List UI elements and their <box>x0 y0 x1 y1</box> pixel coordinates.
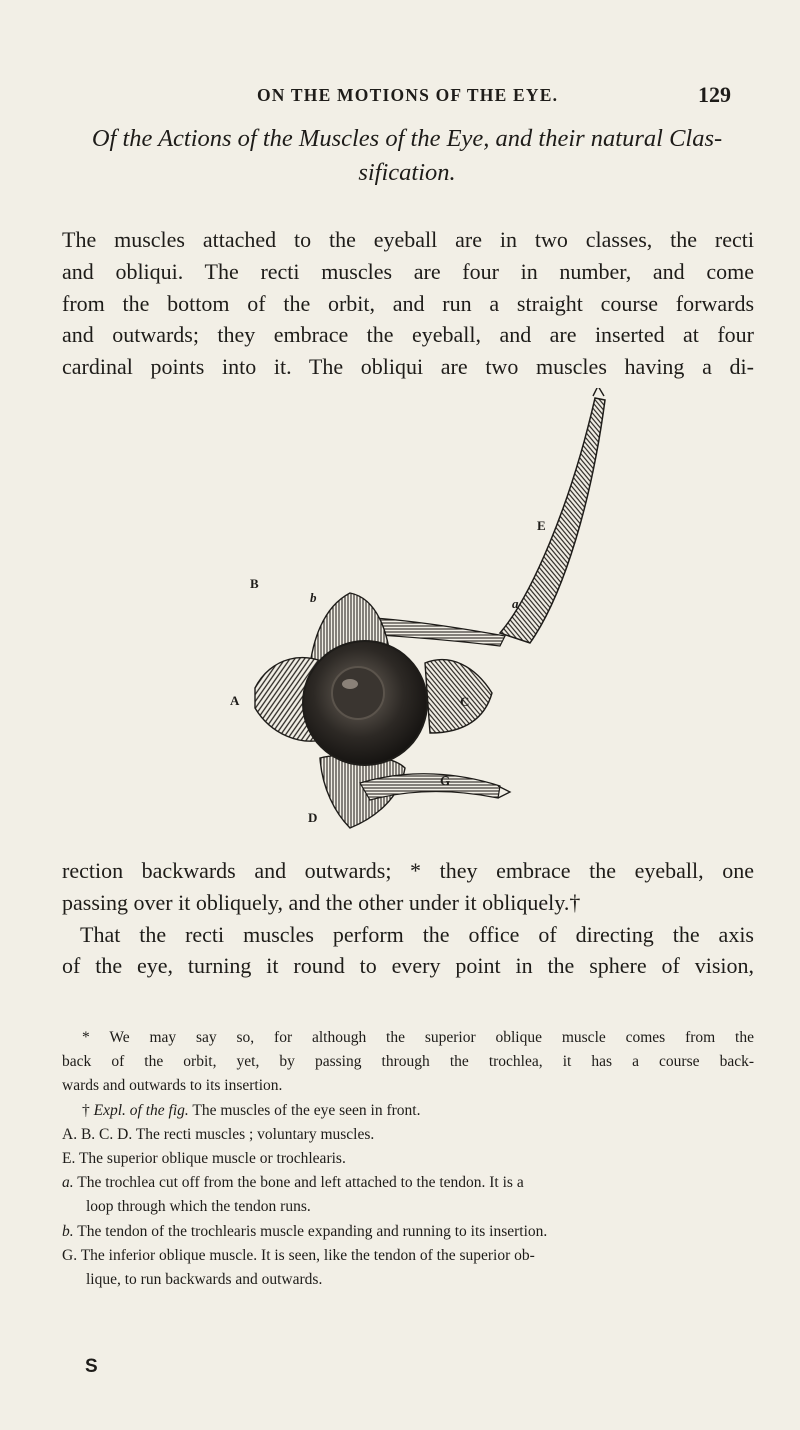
section-title-line-2: sification. <box>358 159 456 186</box>
legend-text: The recti muscles ; voluntary muscles. <box>135 1125 375 1143</box>
figure-label-B: B <box>250 576 259 591</box>
legend-item-continued: lique, to run backwards and outwards. <box>86 1271 323 1289</box>
legend-text: The tendon of the trochlearis muscle expanding and running to its insertion. <box>77 1222 548 1240</box>
signature-mark: S <box>85 1356 98 1377</box>
paragraph-line: from the bottom of the orbit, and run a straight course forwards <box>62 290 754 316</box>
figure-label-b: b <box>310 590 317 605</box>
footnote-star-line: * We may say so, for although the superior oblique muscle comes from the <box>82 1029 754 1046</box>
legend-text: The superior oblique muscle or trochlearis. <box>78 1150 346 1168</box>
figure-label-C: C <box>460 694 470 709</box>
section-title <box>62 122 752 190</box>
paragraph-line: passing over it obliquely, and the other under it obliquely.† <box>62 889 581 915</box>
figure-label-G: G <box>440 773 451 788</box>
figure-explanation-text: The muscles of the eye seen in front. <box>192 1101 421 1119</box>
legend-key: G. <box>62 1246 78 1264</box>
dagger-mark: † <box>82 1101 90 1119</box>
eye-muscles-figure <box>200 388 640 848</box>
running-title: ON THE MOTIONS OF THE EYE. <box>257 85 559 105</box>
legend-key: b. <box>62 1222 74 1240</box>
legend-key: A. B. C. D. <box>62 1125 133 1143</box>
section-title-line-1: Of the Actions of the Muscles of the Eye, and their natural Clas- <box>91 125 723 152</box>
eye-muscles-engraving <box>200 388 640 848</box>
paragraph-1 <box>62 224 754 383</box>
paragraph-2 <box>62 855 754 982</box>
figure-label-A: A <box>230 693 240 708</box>
paragraph-line: rection backwards and outwards; * they embrace the eyeball, one <box>62 858 754 883</box>
legend-item <box>62 1123 754 1147</box>
figure-explanation-label: Expl. of the fig. <box>93 1101 189 1119</box>
figure-label-D: D <box>308 810 318 825</box>
legend-text: The inferior oblique muscle. It is seen, like the tendon of the superior ob- <box>80 1246 535 1264</box>
paragraph-line: and obliqui. The recti muscles are four in number, and come <box>62 258 754 284</box>
legend-item-continued: loop through which the tendon runs. <box>86 1198 311 1216</box>
paragraph-line: That the recti muscles perform the office of directing the axis <box>80 921 754 947</box>
footnote-star-line: back of the orbit, yet, by passing through the trochlea, it has a course back- <box>62 1053 754 1071</box>
figure-label-E: E <box>537 518 546 533</box>
legend-key: a. <box>62 1174 74 1192</box>
paragraph-line: The muscles attached to the eyeball are in two classes, the recti <box>62 227 754 252</box>
footnote-dagger <box>62 1099 754 1123</box>
legend-item <box>62 1244 754 1268</box>
legend-item <box>62 1220 754 1244</box>
paragraph-line: of the eye, turning it round to every point in the sphere of vision, <box>62 953 754 979</box>
footnote-star-line: wards and outwards to its insertion. <box>62 1077 283 1095</box>
legend-item <box>62 1171 754 1195</box>
running-head <box>0 82 800 112</box>
legend-key: E. <box>62 1150 76 1168</box>
figure-label-a: a <box>512 596 519 611</box>
footnotes <box>62 1026 754 1292</box>
legend-item <box>62 1147 754 1171</box>
paragraph-line: and outwards; they embrace the eyeball, and are inserted at four <box>62 322 754 348</box>
paragraph-line: cardinal points into it. The obliqui are two muscles having a di- <box>62 354 754 380</box>
legend-text: The trochlea cut off from the bone and left attached to the tendon. It is a <box>77 1174 524 1192</box>
page-number: 129 <box>698 82 731 107</box>
